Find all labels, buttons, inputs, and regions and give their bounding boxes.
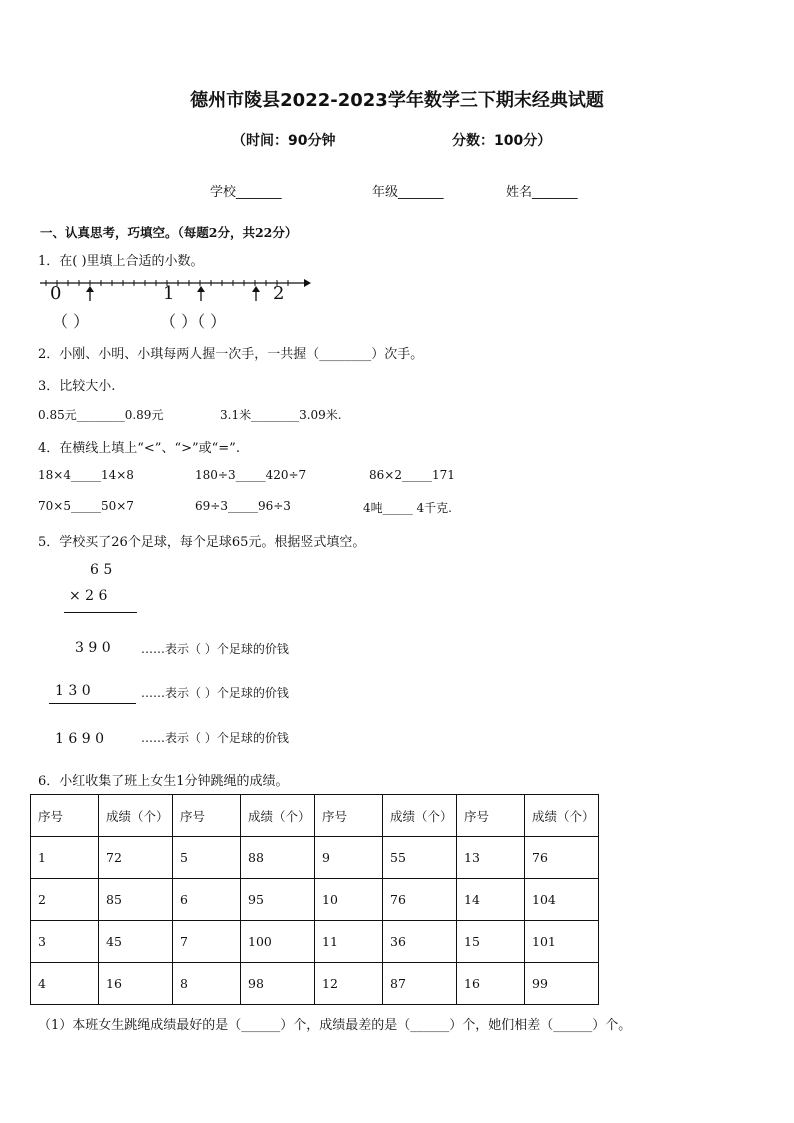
q1-answer-2-3[interactable]: （ ）（ ） [160,312,227,331]
q4-r1-b: 180÷3_____420÷7 [195,468,307,482]
table-cell: 55 [383,837,457,879]
table-cell: 4 [31,963,99,1005]
header-cell: 成绩（个） [383,795,457,837]
q6-sub-question-1: （1）本班女生跳绳成绩最好的是（______）个，成绩最差的是（______）个，她们相差（______）个。 [38,1018,632,1033]
table-cell: 10 [315,879,383,921]
page-title: 德州市陵县2022-2023学年数学三下期末经典试题 [190,90,604,111]
q3-item-a: 0.85元________0.89元 [38,408,164,422]
nl-label-1: 1 [163,283,175,304]
school-field[interactable]: 学校_______ [210,185,282,200]
q4-r1-c: 86×2_____171 [369,468,455,482]
table-cell: 7 [173,921,241,963]
table-cell: 3 [31,921,99,963]
grade-field[interactable]: 年级_______ [372,185,444,200]
number-line [38,278,313,294]
table-cell: 76 [525,837,599,879]
table-cell: 16 [457,963,525,1005]
multiplier: × 2 6 [69,588,108,604]
header-cell: 成绩（个） [99,795,173,837]
q1-answer-1[interactable]: （ ） [52,312,90,331]
q4-r1-a: 18×4_____14×8 [38,468,134,482]
table-cell: 36 [383,921,457,963]
table-cell: 6 [173,879,241,921]
table-cell: 16 [99,963,173,1005]
q3-text: 3．比较大小. [38,379,116,394]
table-cell: 8 [173,963,241,1005]
arrow-up-icon [193,286,209,302]
table-row [31,921,599,963]
section-1-heading: 一、认真思考，巧填空。（每题2分，共22分） [40,225,298,240]
partial-product-2: 1 3 0 [55,683,91,699]
table-cell: 72 [99,837,173,879]
table-cell: 2 [31,879,99,921]
multiplicand: 6 5 [90,562,113,578]
table-cell: 12 [315,963,383,1005]
q1-text: 1．在( )里填上合适的小数。 [38,254,204,269]
name-field[interactable]: 姓名_______ [506,185,578,200]
table-cell: 95 [241,879,315,921]
partial-note-2[interactable]: ……表示（ ）个足球的价钱 [141,686,289,700]
table-cell: 9 [315,837,383,879]
table-cell: 5 [173,837,241,879]
header-cell: 序号 [315,795,383,837]
partial-note-1[interactable]: ……表示（ ）个足球的价钱 [141,642,289,656]
header-cell: 序号 [31,795,99,837]
arrow-up-icon [82,286,98,302]
table-cell: 1 [31,837,99,879]
sum-rule [49,703,136,704]
q3-item-b: 3.1米________3.09米. [220,408,342,422]
q6-text: 6．小红收集了班上女生1分钟跳绳的成绩。 [38,774,289,789]
table-cell: 101 [525,921,599,963]
partial-product-1: 3 9 0 [75,640,111,656]
table-cell: 14 [457,879,525,921]
q4-r2-c: 4吨_____ 4千克. [363,501,452,515]
table-cell: 15 [457,921,525,963]
table-cell: 45 [99,921,173,963]
partial-note-3[interactable]: ……表示（ ）个足球的价钱 [141,731,289,745]
table-cell: 104 [525,879,599,921]
table-header-row [31,795,599,837]
table-cell: 99 [525,963,599,1005]
header-cell: 成绩（个） [241,795,315,837]
table-cell: 87 [383,963,457,1005]
table-cell: 85 [99,879,173,921]
exam-time: （时间：90分钟 [232,133,336,149]
q4-r2-a: 70×5_____50×7 [38,499,134,513]
q4-text: 4．在横线上填上“<”、“>”或“=”. [38,441,240,456]
table-cell: 76 [383,879,457,921]
arrow-up-icon [248,286,264,302]
table-cell: 11 [315,921,383,963]
table-row [31,879,599,921]
table-row [31,963,599,1005]
score-table [30,794,599,1005]
table-row [31,837,599,879]
table-cell: 13 [457,837,525,879]
q2-text: 2．小刚、小明、小琪每两人握一次手，一共握（________）次手。 [38,347,424,362]
q4-r2-b: 69÷3_____96÷3 [195,499,291,513]
header-cell: 成绩（个） [525,795,599,837]
nl-label-2: 2 [273,283,285,304]
table-cell: 88 [241,837,315,879]
q5-text: 5．学校买了26个足球，每个足球65元。根据竖式填空。 [38,535,366,550]
total-product: 1 6 9 0 [55,731,104,747]
exam-score: 分数：100分） [452,133,552,149]
table-cell: 98 [241,963,315,1005]
nl-label-0: 0 [50,283,62,304]
product-rule [64,612,137,613]
header-cell: 序号 [457,795,525,837]
table-cell: 100 [241,921,315,963]
header-cell: 序号 [173,795,241,837]
